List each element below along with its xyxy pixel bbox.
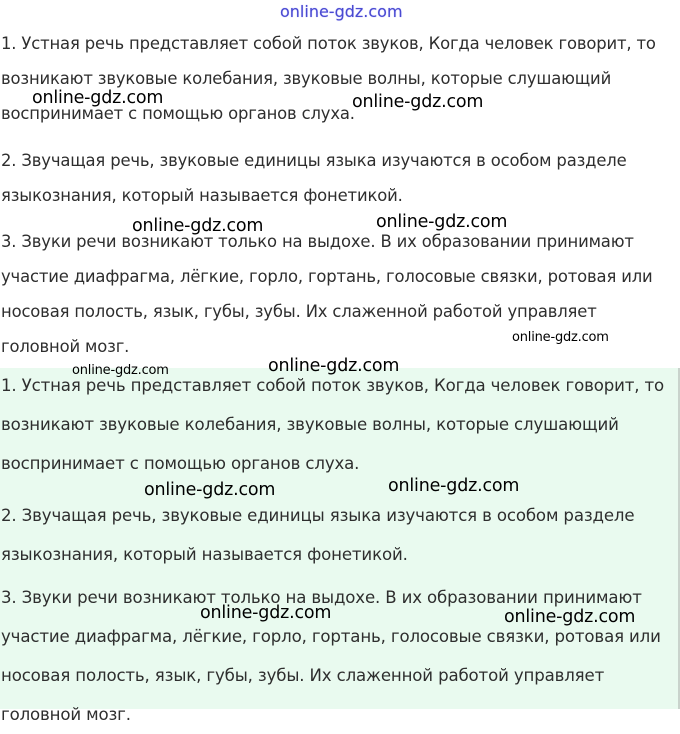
watermark: online-gdz.com: [504, 607, 636, 627]
watermark: online-gdz.com: [32, 88, 164, 108]
watermark: online-gdz.com: [132, 216, 264, 236]
watermark: online-gdz.com: [200, 603, 332, 623]
paragraph-1: 1. Устная речь представляет собой поток звуков, Когда человек говорит, то возникают звуковые колебания, звуковые волны, которые слушающий воспринимает с помощью органов слуха.: [1, 376, 665, 473]
watermark: online-gdz.com: [376, 212, 508, 232]
watermark: online-gdz.com: [512, 330, 609, 345]
paragraph-3: 3. Звуки речи возникают только на выдохе. В их образовании принимают участие диафрагма, лёгкие, горло, гортань, голосовые связки, ротовая или носовая полость, язык, губы, зубы. Их слаженной работой управляет головной мозг.: [1, 588, 661, 724]
paragraph-1: 1. Устная речь представляет собой поток звуков, Когда человек говорит, то возникают звуковые колебания, звуковые волны, которые слушающий воспринимает с помощью органов слуха.: [1, 34, 656, 123]
watermark: online-gdz.com: [352, 92, 484, 112]
paragraph-2: 2. Звучащая речь, звуковые единицы языка изучаются в особом разделе языкознания, который называется фонетикой.: [1, 151, 627, 205]
paragraph-2: 2. Звучащая речь, звуковые единицы языка изучаются в особом разделе языкознания, который называется фонетикой.: [1, 506, 635, 564]
watermark-header: online-gdz.com: [280, 2, 403, 21]
watermark: online-gdz.com: [388, 476, 520, 496]
watermark: online-gdz.com: [72, 363, 169, 378]
paragraph-3: 3. Звуки речи возникают только на выдохе. В их образовании принимают участие диафрагма, лёгкие, горло, гортань, голосовые связки, ротовая или носовая полость, язык, губы, зубы. Их слаженной работой управляет головной мозг.: [1, 232, 653, 356]
watermark: online-gdz.com: [268, 356, 400, 376]
watermark: online-gdz.com: [144, 480, 276, 500]
answer-block-highlighted: [0, 368, 680, 724]
